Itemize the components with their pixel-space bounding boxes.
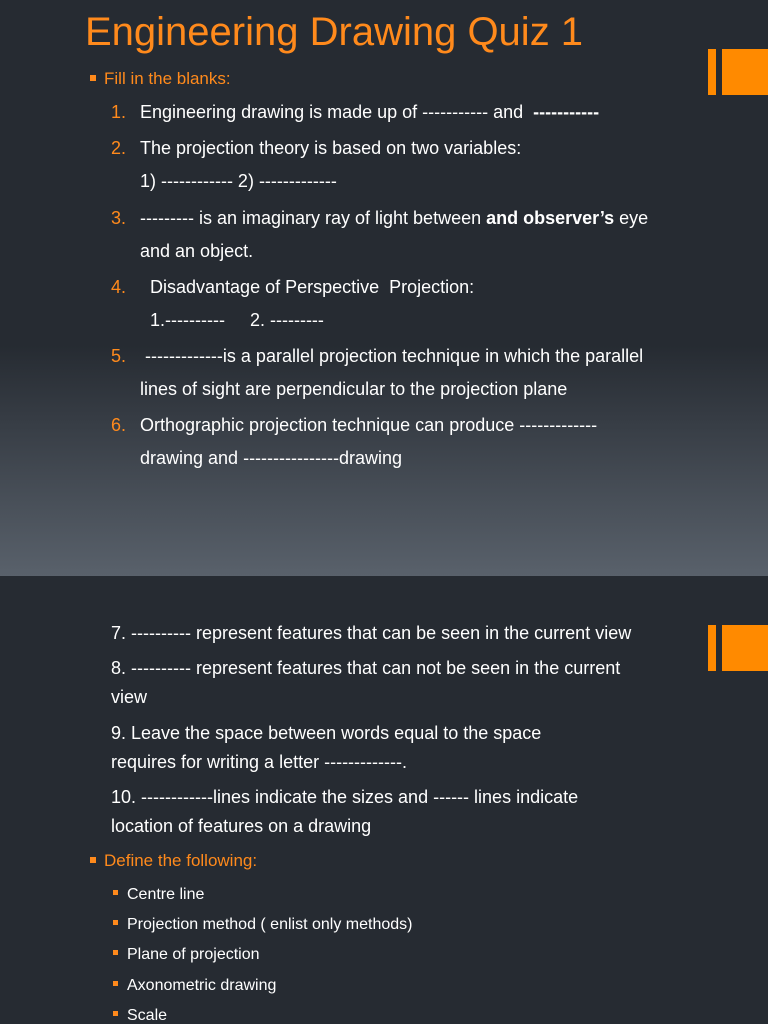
question-1: 1. Engineering drawing is made up of ----------- and ----------- <box>111 102 600 122</box>
accent-bars <box>708 49 768 95</box>
question-8: 8. ---------- represent features that can not be seen in the current <box>111 658 621 678</box>
bullet-square-icon <box>90 857 96 863</box>
fill-blanks-heading: Fill in the blanks: <box>90 69 231 89</box>
define-item: Axonometric drawing <box>113 977 276 995</box>
slide-title: Engineering Drawing Quiz 1 <box>85 10 584 54</box>
question-9-cont: requires for writing a letter -------------. <box>111 752 408 772</box>
bullet-square-icon <box>90 75 96 81</box>
bullet-square-icon <box>113 950 118 955</box>
bullet-square-icon <box>113 981 118 986</box>
bullet-square-icon <box>113 920 118 925</box>
question-9: 9. Leave the space between words equal to the space <box>111 723 542 743</box>
accent-bars <box>708 625 768 671</box>
question-2: 2. The projection theory is based on two variables: 1) ------------ 2) ------------- <box>111 138 522 191</box>
define-item: Scale <box>113 1007 167 1024</box>
define-item: Projection method ( enlist only methods) <box>113 916 412 934</box>
question-10-cont: location of features on a drawing <box>111 816 372 836</box>
define-heading: Define the following: <box>90 851 257 871</box>
question-4: 4. Disadvantage of Perspective Projection: 1.---------- 2. --------- <box>111 277 475 330</box>
question-3: 3. --------- is an imaginary ray of light between and observer’s eye and an object. <box>111 208 649 261</box>
slide-2 <box>0 576 768 1024</box>
question-8-cont: view <box>111 687 148 707</box>
define-item: Centre line <box>113 886 204 904</box>
define-item: Plane of projection <box>113 946 260 964</box>
bullet-square-icon <box>113 1011 118 1016</box>
question-6: 6. Orthographic projection technique can produce ------------- drawing and ----------------drawing <box>111 415 598 468</box>
question-7: 7. ---------- represent features that can be seen in the current view <box>111 623 632 643</box>
question-10: 10. ------------lines indicate the sizes and ------ lines indicate <box>111 787 579 807</box>
bullet-square-icon <box>113 890 118 895</box>
question-5: 5. -------------is a parallel projection technique in which the parallel lines of sight are perpendicular to the projection plane <box>111 346 644 399</box>
